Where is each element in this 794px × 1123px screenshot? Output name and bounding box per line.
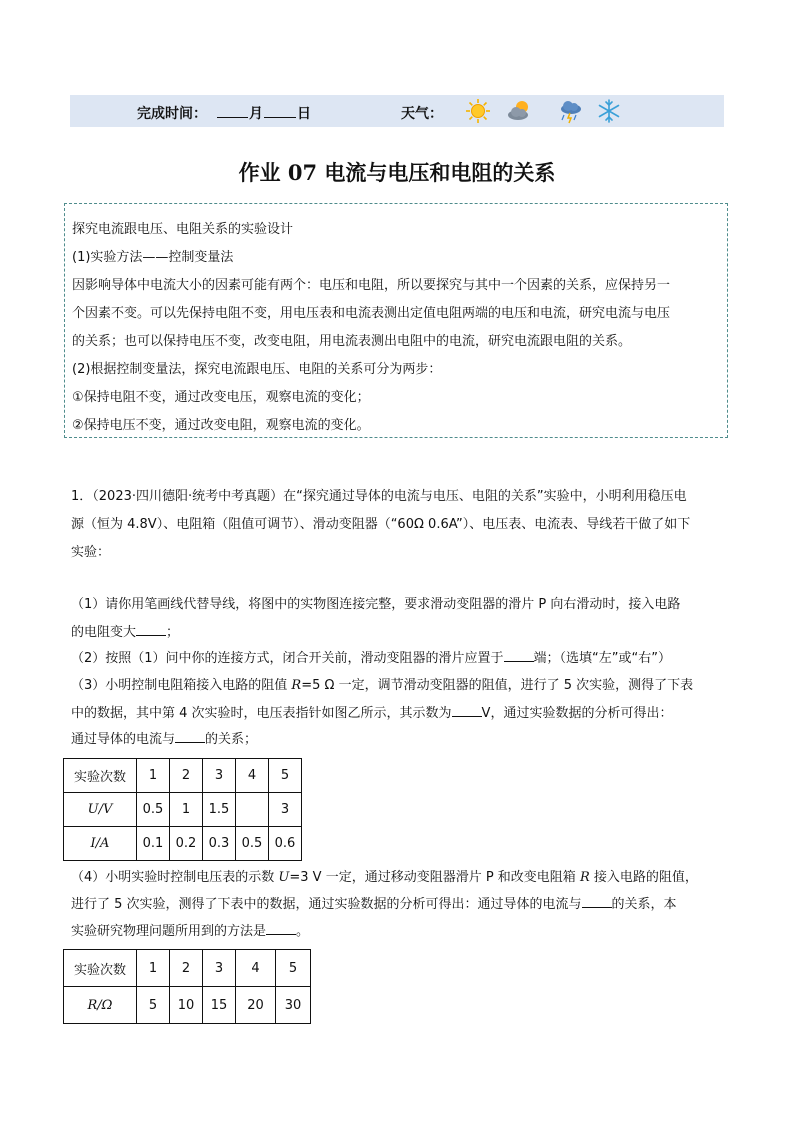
answer-blank[interactable]	[136, 623, 166, 636]
part-4-line	[71, 918, 309, 946]
box-step-1: ①保持电阻不变，通过改变电压，观察电流的变化；	[72, 390, 370, 405]
table-cell: 0.5	[236, 827, 269, 861]
part-3-text: 的关系；	[205, 732, 258, 747]
weather-label: 天气：	[401, 106, 443, 122]
part-3-text: 通过导体的电流与	[71, 732, 176, 747]
box-para-line: 个因素不变。可以先保持电阻不变，用电压表和电流表测出定值电阻两端的电压和电流，研究电流与电压	[72, 306, 671, 321]
part-1-line	[71, 619, 179, 647]
table-row	[64, 950, 311, 987]
part-3-text: （3）小明控制电阻箱接入电路的阻值	[71, 678, 292, 693]
table-row	[64, 759, 302, 793]
table-cell: 1.5	[203, 793, 236, 827]
thunderstorm-icon	[558, 98, 584, 124]
header-band	[70, 95, 724, 127]
question-intro-line: 源（恒为 4.8V）、电阻箱（阻值可调节）、滑动变阻器（“60Ω 0.6A”）、电压表、电流表、导线若干做了如下	[71, 517, 691, 532]
part-3-line	[71, 672, 693, 700]
answer-blank[interactable]	[504, 649, 534, 662]
box-steps-intro: (2)根据控制变量法，探究电流跟电压、电阻的关系可分为两步：	[72, 362, 442, 377]
table-cell: 0.3	[203, 827, 236, 861]
part-1-text: ；	[166, 625, 180, 640]
current-unit-label: I/A	[90, 836, 110, 851]
resistance-symbol: R	[579, 870, 590, 885]
table-cell: 3	[269, 793, 302, 827]
table-cell: 10	[170, 987, 203, 1024]
part-1-text: 的电阻变大	[71, 625, 137, 640]
part-4-line	[71, 891, 677, 919]
table-cell: 20	[236, 987, 276, 1024]
answer-blank[interactable]	[452, 704, 482, 717]
snowflake-icon	[596, 98, 622, 124]
table-cell: 4	[236, 950, 276, 987]
data-table-voltage-current	[63, 758, 302, 861]
box-method: (1)实验方法——控制变量法	[72, 250, 234, 265]
part-3-line	[71, 726, 257, 754]
part-3-text: 中的数据，其中第 4 次实验时，电压表指针如图乙所示，其示数为	[71, 706, 452, 721]
part-4-text: （4）小明实验时控制电压表的示数	[71, 870, 279, 885]
box-heading: 探究电流跟电压、电阻关系的实验设计	[72, 222, 294, 237]
table-row	[64, 827, 302, 861]
part-4-text: 实验研究物理问题所用到的方法是	[71, 924, 267, 939]
table-cell: 1	[170, 793, 203, 827]
answer-blank[interactable]	[582, 895, 612, 908]
part-2-text: （2）按照（1）问中你的连接方式，闭合开关前，滑动变阻器的滑片应置于	[71, 651, 504, 666]
box-step-2: ②保持电压不变，通过改变电阻，观察电流的变化。	[72, 418, 370, 433]
table-row	[64, 987, 311, 1024]
table-cell: 0.6	[269, 827, 302, 861]
table-cell: 1	[137, 950, 170, 987]
part-3-text: =5 Ω 一定，调节滑动变阻器的阻值，进行了 5 次实验，测得了下表	[301, 678, 694, 693]
box-para-line: 因影响导体中电流大小的因素可能有两个：电压和电阻，所以要探究与其中一个因素的关系，应保持另一	[72, 278, 671, 293]
table-cell: 4	[236, 759, 269, 793]
table-header-cell	[64, 987, 137, 1024]
answer-blank[interactable]	[175, 730, 205, 743]
part-2-text: 端；（选填“左”或“右”）	[533, 651, 671, 666]
table-cell: 2	[170, 950, 203, 987]
part-4-text: 进行了 5 次实验，测得了下表中的数据，通过实验数据的分析可得出：通过导体的电流与	[71, 897, 582, 912]
part-4-text: 的关系，本	[611, 897, 677, 912]
table-cell: 2	[170, 759, 203, 793]
table-cell: 3	[203, 950, 236, 987]
part-4-text: 。	[296, 924, 310, 939]
table-cell: 5	[137, 987, 170, 1024]
resistance-unit-label: R/Ω	[87, 997, 113, 1013]
part-1-line: （1）请你用笔画线代替导线，将图中的实物图连接完整，要求滑动变阻器的滑片 P 向右滑动时，接入电路	[71, 597, 681, 612]
table-cell: 5	[276, 950, 311, 987]
completion-time-label: 完成时间：	[137, 106, 207, 122]
table-cell: 0.2	[170, 827, 203, 861]
partly-cloudy-icon	[506, 98, 532, 124]
data-table-resistance	[63, 949, 311, 1024]
part-4-text: 接入电路的阻值，	[589, 870, 698, 885]
day-label: 日	[297, 106, 311, 122]
table-cell: 3	[203, 759, 236, 793]
answer-blank[interactable]	[266, 922, 296, 935]
part-2-line	[71, 645, 671, 673]
sun-icon	[465, 98, 491, 124]
table-header-cell	[64, 793, 137, 827]
table-cell: 30	[276, 987, 311, 1024]
question-intro-line: 实验：	[71, 545, 111, 560]
part-3-line	[71, 700, 672, 728]
table-row	[64, 793, 302, 827]
part-3-text: V，通过实验数据的分析可得出：	[481, 706, 673, 721]
table-cell: 15	[203, 987, 236, 1024]
voltage-unit-label: U/V	[87, 802, 113, 817]
voltage-symbol: U	[278, 870, 290, 885]
box-para-line: 的关系；也可以保持电压不变，改变电阻，用电流表测出电阻中的电流，研究电流跟电阻的关系。	[72, 334, 632, 349]
table-header-cell: 实验次数	[64, 759, 137, 793]
table-cell: 1	[137, 759, 170, 793]
part-4-line	[71, 864, 698, 892]
table-cell: 0.1	[137, 827, 170, 861]
day-blank	[264, 117, 296, 118]
month-blank	[217, 117, 248, 118]
month-label: 月	[249, 106, 263, 122]
page-title: 作业 07 电流与电压和电阻的关系	[238, 160, 556, 185]
part-4-text: =3 V 一定，通过移动变阻器滑片 P 和改变电阻箱	[289, 870, 580, 885]
table-cell: 5	[269, 759, 302, 793]
table-cell-empty[interactable]	[236, 793, 269, 827]
question-intro-line: 1．（2023·四川德阳·统考中考真题）在“探究通过导体的电流与电压、电阻的关系”实验中，小明利用稳压电	[71, 489, 687, 504]
resistance-symbol: R	[291, 678, 302, 693]
table-header-cell	[64, 827, 137, 861]
table-header-cell: 实验次数	[64, 950, 137, 987]
knowledge-box	[64, 203, 728, 438]
table-cell: 0.5	[137, 793, 170, 827]
